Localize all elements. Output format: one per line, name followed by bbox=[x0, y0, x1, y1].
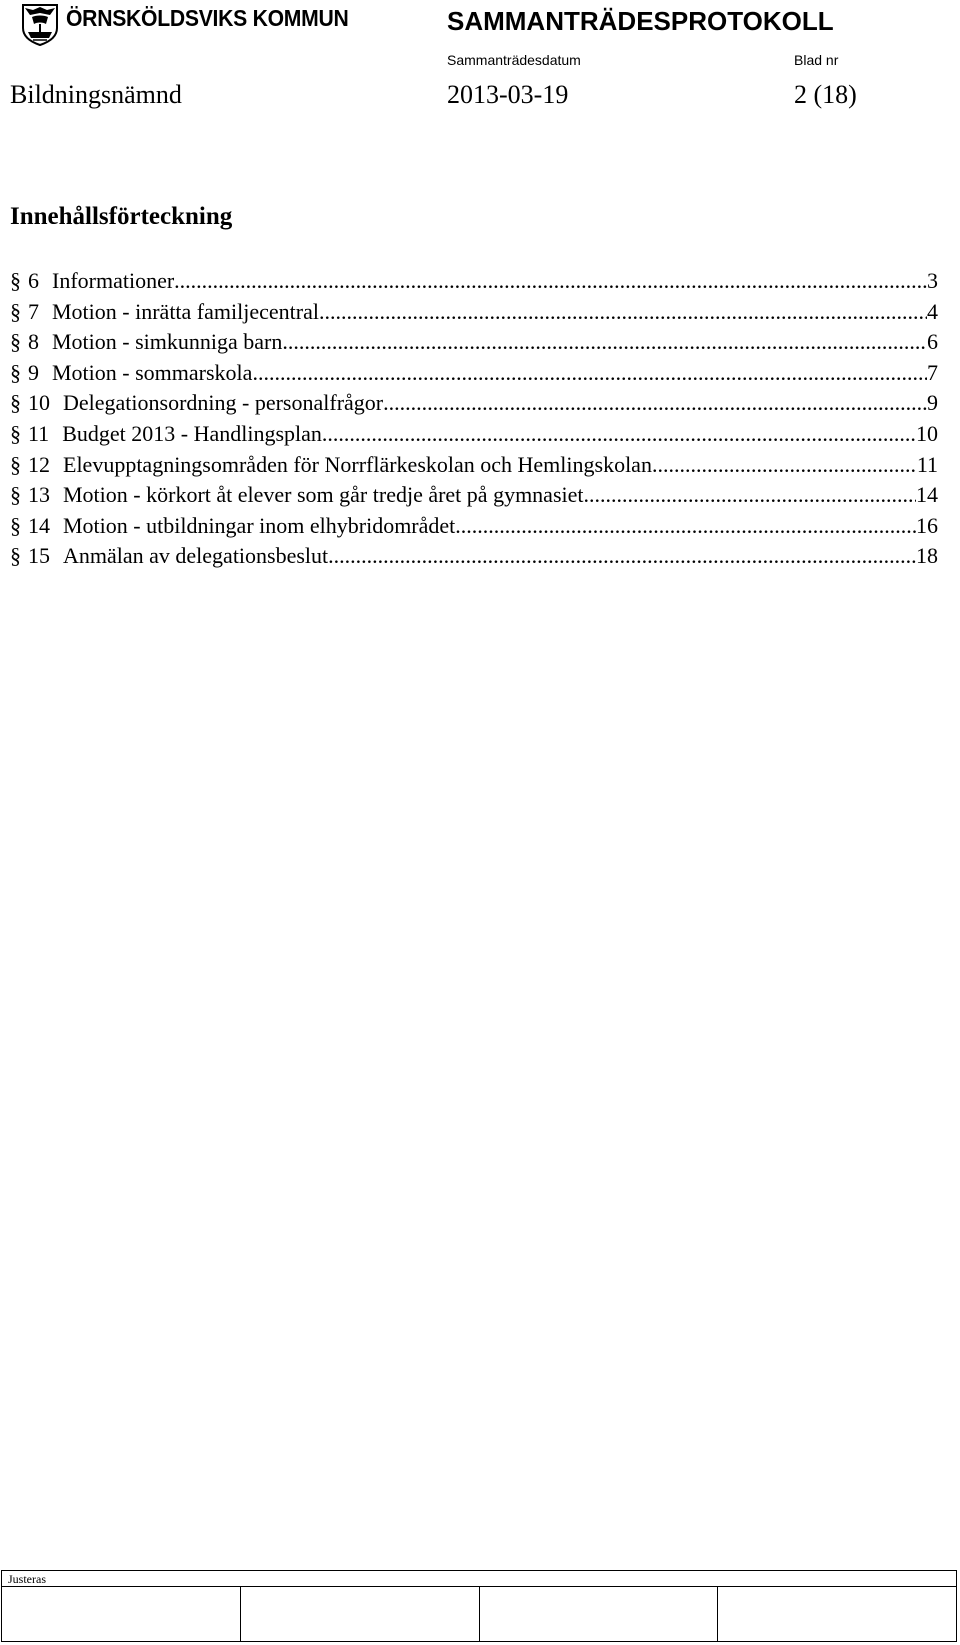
toc-item-label: Motion - simkunniga barn bbox=[52, 329, 283, 355]
signature-cell bbox=[2, 1587, 241, 1641]
toc-item-label: Anmälan av delegationsbeslut bbox=[63, 543, 329, 569]
organization-name: ÖRNSKÖLDSVIKS KOMMUN bbox=[66, 4, 349, 31]
toc-item-page: 4 bbox=[927, 298, 938, 324]
toc-item[interactable] bbox=[10, 388, 938, 419]
section-symbol: § bbox=[10, 298, 21, 324]
toc-dot-leader bbox=[319, 297, 927, 328]
meeting-date-label: Sammanträdesdatum bbox=[447, 52, 581, 68]
toc-item-page: 3 bbox=[927, 268, 938, 293]
toc-item[interactable] bbox=[10, 419, 938, 450]
toc-item[interactable] bbox=[10, 358, 938, 389]
toc-item[interactable] bbox=[10, 297, 938, 328]
toc-dot-leader bbox=[455, 511, 916, 542]
toc-item-number: 13 bbox=[28, 482, 50, 508]
toc-item-page: 7 bbox=[927, 359, 938, 385]
section-symbol: § bbox=[10, 359, 21, 385]
toc-item-number: 12 bbox=[28, 451, 50, 477]
toc-item-page: 11 bbox=[916, 451, 938, 477]
section-symbol: § bbox=[10, 512, 21, 538]
toc-dot-leader bbox=[652, 450, 917, 481]
toc-dot-leader bbox=[174, 266, 927, 297]
toc-item-number: 15 bbox=[28, 543, 50, 569]
section-symbol: § bbox=[10, 482, 21, 508]
board-name: Bildningsnämnd bbox=[10, 80, 182, 109]
toc-item-label: Budget 2013 - Handlingsplan bbox=[62, 420, 322, 446]
toc-dot-leader bbox=[383, 388, 927, 419]
toc-item-number: 11 bbox=[28, 420, 50, 446]
toc-item[interactable] bbox=[10, 266, 938, 297]
toc-item-label: Elevupptagningsområden för Norrflärkeskolan och Hemlingskolan bbox=[63, 451, 652, 477]
toc-dot-leader bbox=[252, 358, 927, 389]
toc-item-page: 10 bbox=[916, 420, 938, 446]
toc-item-page: 16 bbox=[916, 512, 938, 538]
toc-item[interactable] bbox=[10, 327, 938, 358]
section-symbol: § bbox=[10, 390, 21, 416]
toc-dot-leader bbox=[584, 480, 917, 511]
signature-cell bbox=[241, 1587, 480, 1641]
section-symbol: § bbox=[10, 451, 21, 477]
toc-item-number: 6 bbox=[28, 268, 39, 293]
toc-item-number: 10 bbox=[28, 390, 50, 416]
signature-cells bbox=[2, 1586, 956, 1641]
toc-title: Innehållsförteckning bbox=[10, 203, 233, 230]
page-number-label: Blad nr bbox=[794, 52, 839, 68]
toc-item-number: 14 bbox=[28, 512, 50, 538]
toc-item-label: Motion - utbildningar inom elhybridområdet bbox=[63, 512, 456, 538]
document-type-title: SAMMANTRÄDESPROTOKOLL bbox=[447, 6, 834, 36]
toc-item-label: Motion - inrätta familjecentral bbox=[52, 298, 319, 324]
toc-item-label: Motion - körkort åt elever som går tredje året på gymnasiet bbox=[63, 482, 584, 508]
toc-item[interactable] bbox=[10, 541, 938, 572]
toc-item[interactable] bbox=[10, 511, 938, 542]
toc-item-label: Informationer bbox=[52, 268, 175, 293]
toc-item-number: 8 bbox=[28, 329, 39, 355]
toc-dot-leader bbox=[328, 541, 916, 572]
toc-item-number: 9 bbox=[28, 359, 39, 385]
signature-cell bbox=[718, 1587, 956, 1641]
organization-logo bbox=[20, 2, 373, 46]
meeting-date: 2013-03-19 bbox=[447, 80, 569, 109]
justeras-box bbox=[1, 1570, 957, 1642]
section-symbol: § bbox=[10, 543, 21, 569]
toc-item-page: 18 bbox=[916, 543, 938, 569]
page-number: 2 (18) bbox=[794, 80, 857, 109]
toc-item-page: 6 bbox=[927, 329, 938, 355]
toc-item-label: Motion - sommarskola bbox=[52, 359, 253, 385]
toc-list bbox=[10, 266, 938, 572]
section-symbol: § bbox=[10, 268, 21, 293]
section-symbol: § bbox=[10, 420, 21, 446]
section-symbol: § bbox=[10, 329, 21, 355]
toc-item-page: 14 bbox=[916, 482, 938, 508]
toc-item-page: 9 bbox=[927, 390, 938, 416]
toc-item-number: 7 bbox=[28, 298, 39, 324]
toc-item[interactable] bbox=[10, 480, 938, 511]
signature-cell bbox=[480, 1587, 719, 1641]
municipal-crest-icon bbox=[20, 2, 60, 46]
toc-item-label: Delegationsordning - personalfrågor bbox=[63, 390, 384, 416]
toc-item[interactable] bbox=[10, 450, 938, 481]
toc-dot-leader bbox=[322, 419, 916, 450]
justeras-label: Justeras bbox=[8, 1572, 46, 1586]
toc-dot-leader bbox=[282, 327, 927, 358]
